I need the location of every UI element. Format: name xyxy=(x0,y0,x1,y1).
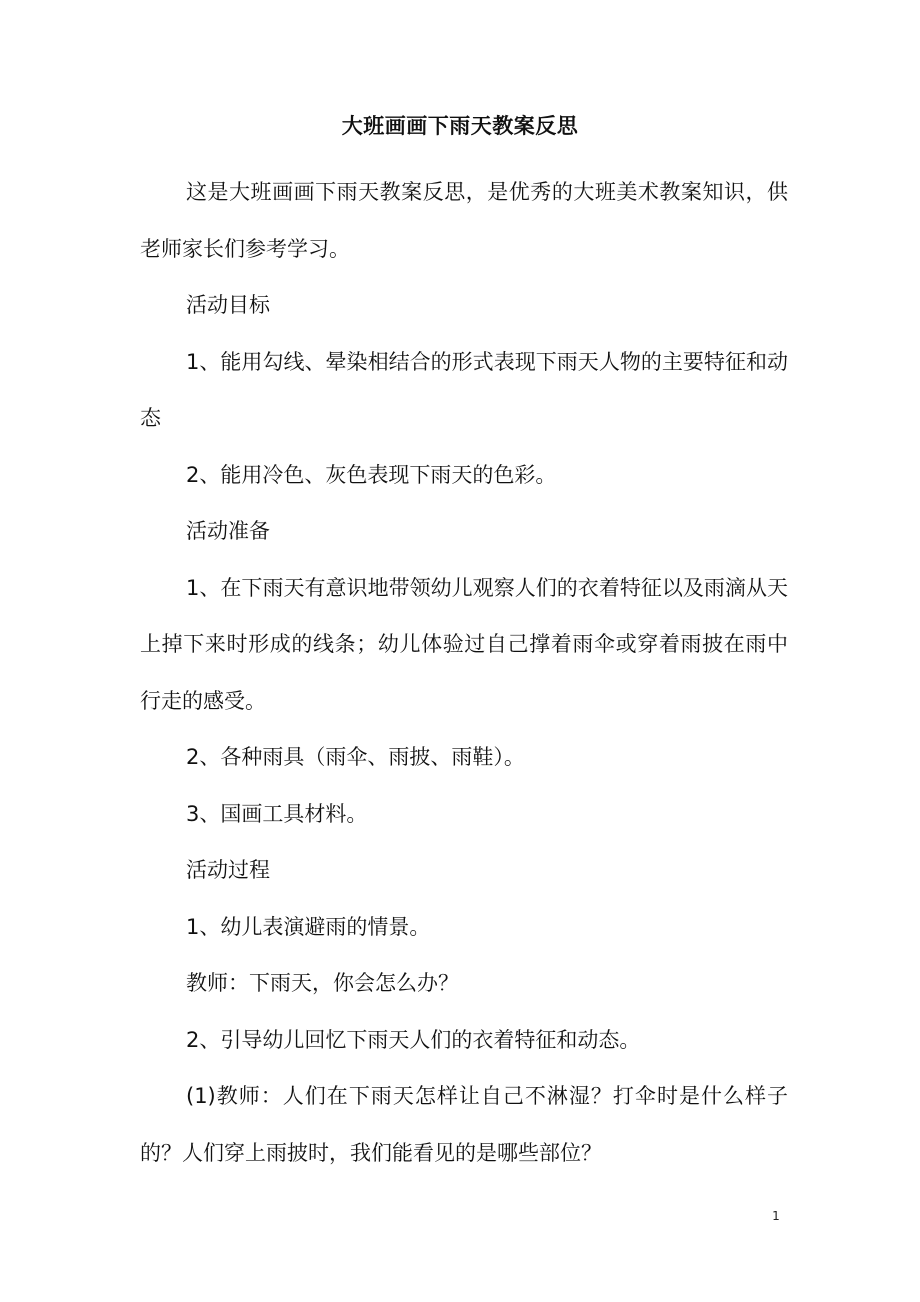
document-title: 大班画画下雨天教案反思 xyxy=(341,114,579,138)
paragraph-preparation-2: 2、各种雨具（雨伞、雨披、雨鞋）。 xyxy=(186,745,525,769)
document-body xyxy=(140,164,788,1181)
page-number: 1 xyxy=(772,1209,780,1223)
paragraph-process-2-1: (1)教师：人们在下雨天怎样让自己不淋湿？打伞时是什么样子的？人们穿上雨披时，我们能看见的是哪些部位？ xyxy=(140,1084,788,1165)
paragraph-goal-2: 2、能用冷色、灰色表现下雨天的色彩。 xyxy=(186,462,557,487)
paragraph-preparation-1: 1、在下雨天有意识地带领幼儿观察人们的衣着特征以及雨滴从天上掉下来时形成的线条；幼儿体验过自己撑着雨伞或穿着雨披在雨中行走的感受。 xyxy=(140,575,788,713)
heading-activity-goals: 活动目标 xyxy=(186,293,270,317)
paragraph-preparation-3: 3、国画工具材料。 xyxy=(186,801,368,826)
heading-activity-preparation: 活动准备 xyxy=(186,519,270,543)
paragraph-teacher-question: 教师：下雨天，你会怎么办？ xyxy=(186,971,459,995)
paragraph-intro: 这是大班画画下雨天教案反思，是优秀的大班美术教案知识，供老师家长们参考学习。 xyxy=(140,180,788,261)
paragraph-process-1: 1、幼儿表演避雨的情景。 xyxy=(186,914,431,939)
heading-activity-process: 活动过程 xyxy=(186,858,270,882)
paragraph-process-2: 2、引导幼儿回忆下雨天人们的衣着特征和动态。 xyxy=(186,1027,641,1052)
paragraph-goal-1: 1、能用勾线、晕染相结合的形式表现下雨天人物的主要特征和动态 xyxy=(140,349,788,430)
